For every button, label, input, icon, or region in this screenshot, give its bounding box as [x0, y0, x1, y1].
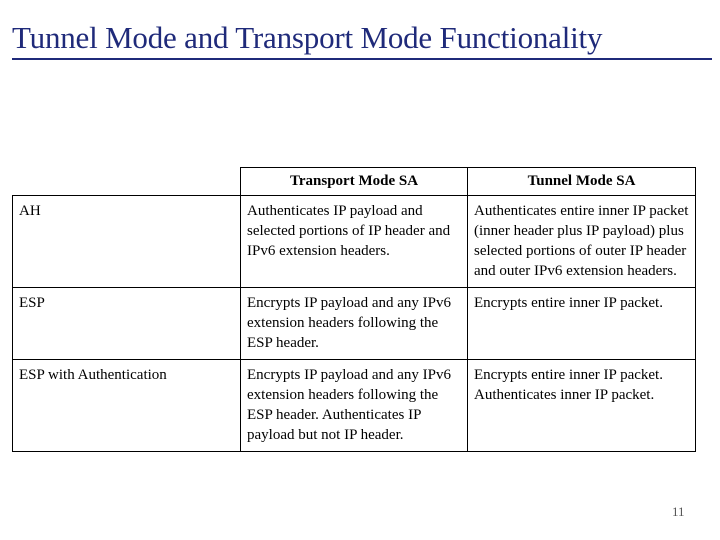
table-row: [13, 360, 696, 452]
table-row: [13, 196, 696, 288]
table-row: [13, 288, 696, 360]
sa-comparison-table: [12, 167, 696, 452]
slide-title: Tunnel Mode and Transport Mode Functionality: [12, 18, 712, 60]
cell-ah-tunnel: Authenticates entire inner IP packet (inner header plus IP payload) plus selected portions of outer IP header and outer IPv6 extension headers.: [468, 196, 696, 288]
row-label-ah: AH: [13, 196, 241, 288]
header-tunnel-mode: Tunnel Mode SA: [468, 168, 696, 196]
cell-esp-tunnel: Encrypts entire inner IP packet.: [468, 288, 696, 360]
header-corner: [13, 168, 241, 196]
cell-esp-auth-transport: Encrypts IP payload and any IPv6 extension headers following the ESP header. Authenticates IP payload but not IP header.: [241, 360, 468, 452]
table-header-row: [13, 168, 696, 196]
cell-esp-transport: Encrypts IP payload and any IPv6 extension headers following the ESP header.: [241, 288, 468, 360]
row-label-esp: ESP: [13, 288, 241, 360]
header-transport-mode: Transport Mode SA: [241, 168, 468, 196]
row-label-esp-auth: ESP with Authentication: [13, 360, 241, 452]
cell-esp-auth-tunnel: Encrypts entire inner IP packet. Authenticates inner IP packet.: [468, 360, 696, 452]
cell-ah-transport: Authenticates IP payload and selected portions of IP header and IPv6 extension headers.: [241, 196, 468, 288]
slide-number: 11: [672, 504, 685, 519]
